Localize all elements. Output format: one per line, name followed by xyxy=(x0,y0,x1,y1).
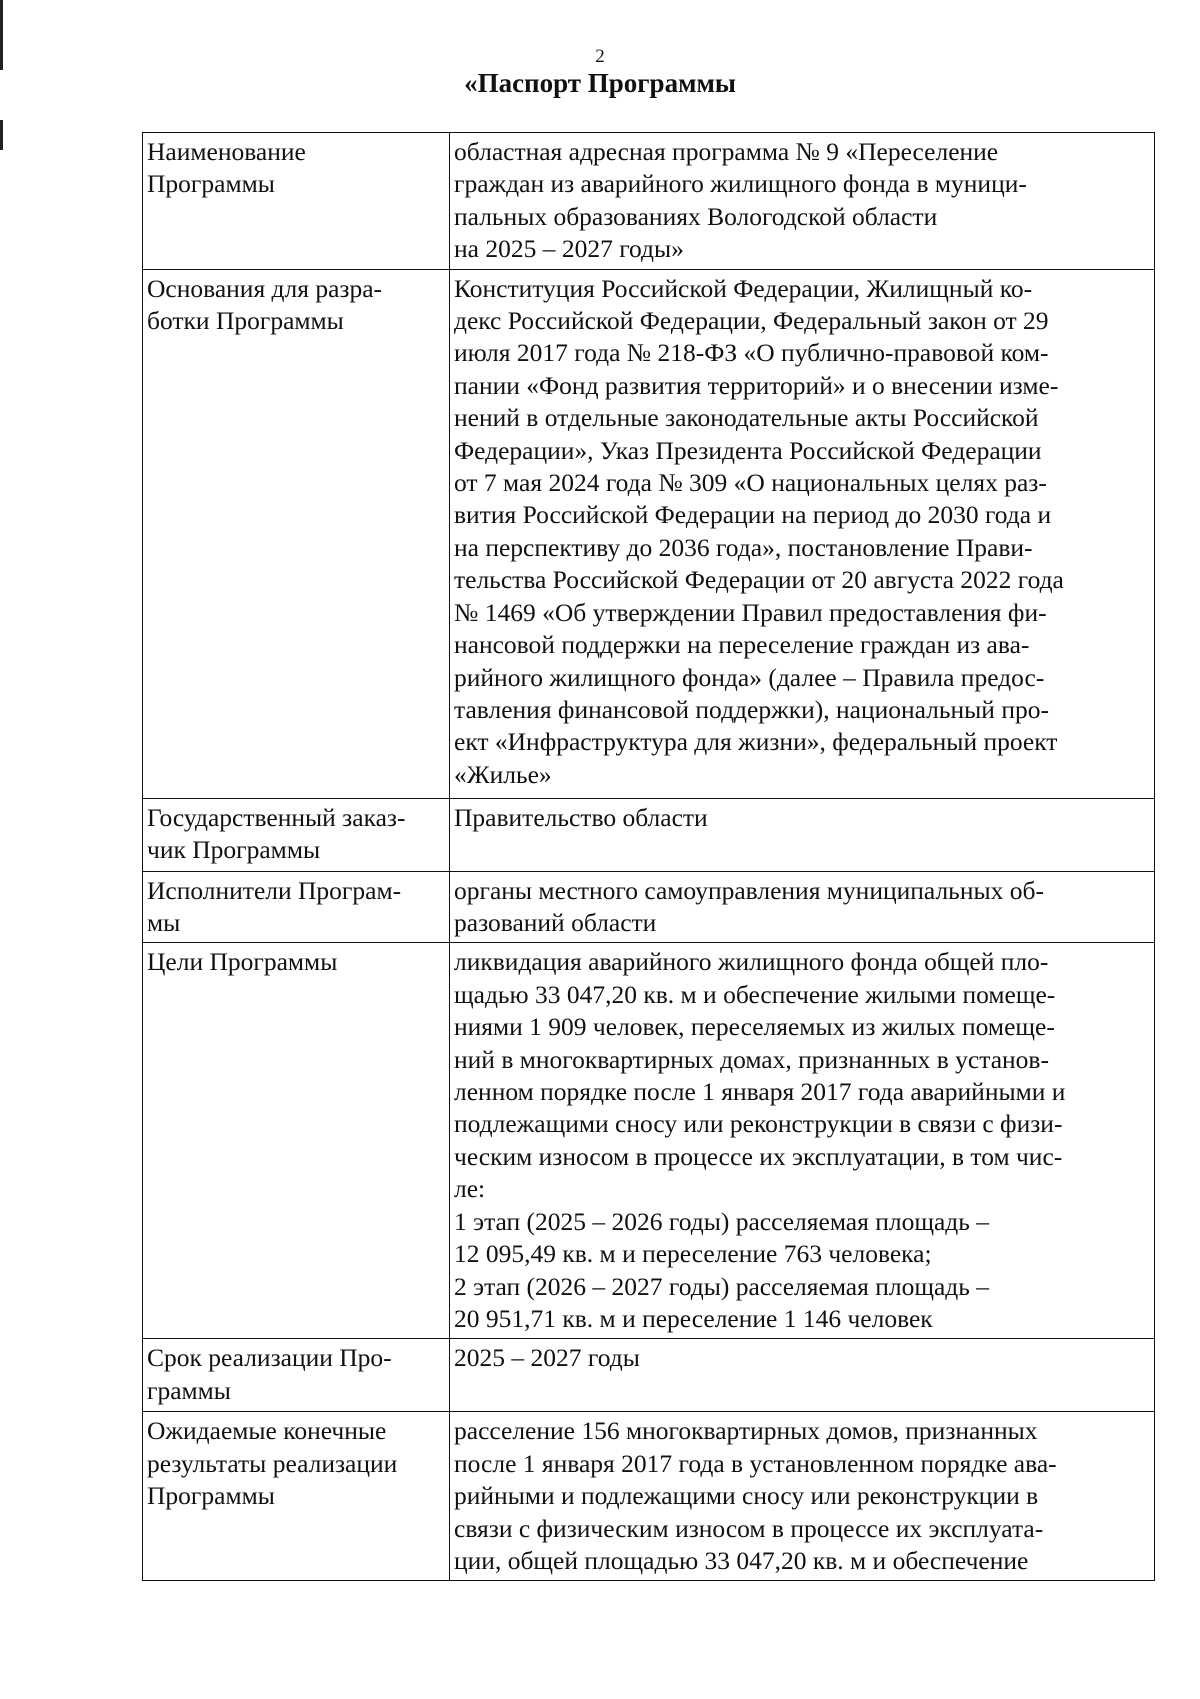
table-row xyxy=(143,943,1155,1339)
passport-table xyxy=(142,132,1155,1581)
table-row xyxy=(143,133,1155,270)
row-label: Государственный заказ- чик Программы xyxy=(143,798,450,871)
page-title: «Паспорт Программы xyxy=(464,68,736,98)
row-value: 2025 – 2027 годы xyxy=(450,1339,1155,1412)
row-value: Правительство области xyxy=(450,798,1155,871)
row-label: Срок реализации Про- граммы xyxy=(143,1339,450,1412)
row-label: Исполнители Програм- мы xyxy=(143,871,450,943)
table-row xyxy=(143,798,1155,871)
table-row xyxy=(143,269,1155,798)
scan-edge-mark xyxy=(0,120,3,150)
row-value: областная адресная программа № 9 «Переселение граждан из аварийного жилищного фонда в муници- пальных образованиях Вологодской области на 2025 – 2027 годы» xyxy=(450,133,1155,270)
table-row xyxy=(143,871,1155,943)
row-label: Ожидаемые конечные результаты реализации Программы xyxy=(143,1412,450,1581)
table-row xyxy=(143,1412,1155,1581)
row-label: Цели Программы xyxy=(143,943,450,1339)
row-value: органы местного самоуправления муниципальных об- разований области xyxy=(450,871,1155,943)
row-value: расселение 156 многоквартирных домов, признанных после 1 января 2017 года в установленном порядке ава- рийными и подлежащими сносу или реконструкции в связи с физическим износом в процессе их эксплуата- ции, общей площадью 33 047,20 кв. м и обеспечение xyxy=(450,1412,1155,1581)
row-label: Основания для разра- ботки Программы xyxy=(143,269,450,798)
page-number: 2 xyxy=(595,46,605,67)
row-value: Конституция Российской Федерации, Жилищный ко- декс Российской Федерации, Федеральный закон от 29 июля 2017 года № 218-ФЗ «О публично-правовой ком- пании «Фонд развития территорий» и о внесении изме- нений в отдельные законодательные акты Российской Федерации», Указ Президента Российской Федерации от 7 мая 2024 года № 309 «О национальных целях раз- вития Российской Федерации на период до 2030 года и на перспективу до 2036 года», постановление Прави- тельства Российской Федерации от 20 августа 2022 года № 1469 «Об утверждении Правил предоставления фи- нансовой поддержки на переселение граждан из ава- рийного жилищного фонда» (далее – Правила предос- тавления финансовой поддержки), национальный про- ект «Инфраструктура для жизни», федеральный проект «Жилье» xyxy=(450,269,1155,798)
row-value: ликвидация аварийного жилищного фонда общей пло- щадью 33 047,20 кв. м и обеспечение жилыми помеще- ниями 1 909 человек, переселяемых из жилых помеще- ний в многоквартирных домах, признанных в установ- ленном порядке после 1 января 2017 года аварийными и подлежащими сносу или реконструкции в связи с физи- ческим износом в процессе их эксплуатации, в том чис- ле: 1 этап (2025 – 2026 годы) расселяемая площадь – 12 095,49 кв. м и переселение 763 человека; 2 этап (2026 – 2027 годы) расселяемая площадь – 20 951,71 кв. м и переселение 1 146 человек xyxy=(450,943,1155,1339)
table-row xyxy=(143,1339,1155,1412)
row-label: Наименование Программы xyxy=(143,133,450,270)
